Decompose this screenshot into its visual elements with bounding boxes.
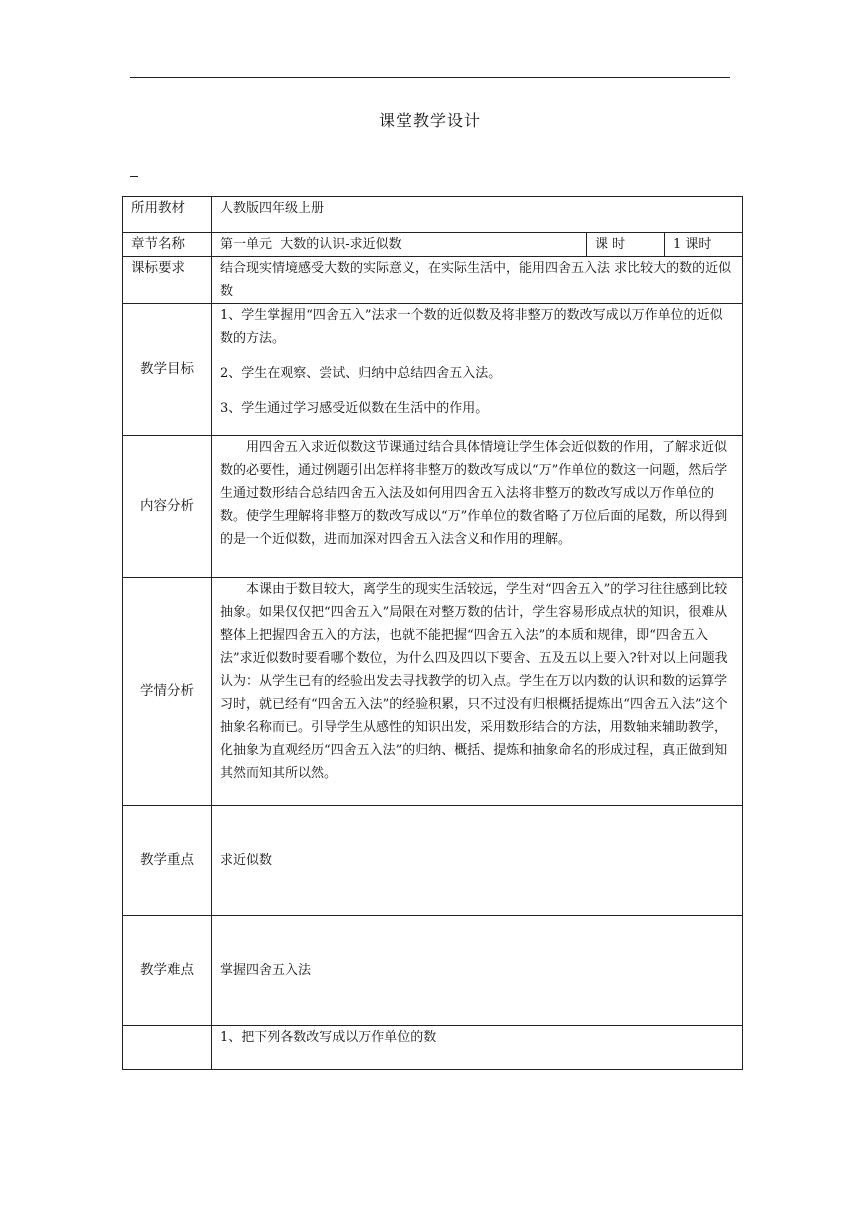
label-content: 内容分析	[123, 436, 212, 578]
row-students	[123, 578, 743, 806]
value-content	[212, 436, 743, 578]
value-textbook: 人教版四年级上册	[212, 197, 743, 233]
label-key-point: 教学重点	[123, 806, 212, 916]
label-standard: 课标要求	[123, 257, 212, 304]
content-paragraph: 用四舍五入求近似数这节课通过结合具体情境让学生体会近似数的作用，了解求近似数的必要性，通过例题引出怎样将非整万的数改写成以“万”作单位的数这一问题，然后学生通过数形结合总结四舍五入法及如何用四舍五入法将非整万的数改写成以万作单位的数。使学生理解将非整万的数改写成以“万”作单位的数省略了万位后面的尾数，所以得到的是一个近似数，进而加深对四舍五入法含义和作用的理解。	[220, 440, 728, 547]
label-exercise	[123, 1026, 212, 1070]
lesson-plan-table	[122, 196, 743, 1070]
label-goals: 教学目标	[123, 304, 212, 436]
value-students	[212, 578, 743, 806]
row-goals	[123, 304, 743, 436]
row-difficulty	[123, 916, 743, 1026]
value-goals	[212, 304, 743, 436]
header-rule	[130, 77, 730, 78]
label-hours: 课 时	[587, 233, 665, 257]
row-textbook	[123, 197, 743, 233]
document-title: 课堂教学设计	[378, 111, 481, 130]
value-difficulty: 掌握四舍五入法	[212, 916, 743, 1026]
label-chapter: 章节名称	[123, 233, 212, 257]
value-standard: 结合现实情境感受大数的实际意义，在实际生活中，能用四舍五入法 求比较大的数的近似数	[212, 257, 743, 304]
goal-item: 3、学生通过学习感受近似数在生活中的作用。	[220, 401, 489, 416]
goal-item: 1、学生掌握用“四舍五入”法求一个数的近似数及将非整万的数改写成以万作单位的近似数的方法。	[220, 308, 723, 346]
goal-item: 2、学生在观察、尝试、归纳中总结四舍五入法。	[220, 366, 502, 381]
row-standard	[123, 257, 743, 304]
label-students: 学情分析	[123, 578, 212, 806]
value-exercise: 1、把下列各数改写成以万作单位的数	[212, 1026, 743, 1070]
students-paragraph: 本课由于数目较大，离学生的现实生活较远，学生对“四舍五入”的学习往往感到比较抽象。如果仅仅把“四舍五入”局限在对整万数的估计，学生容易形成点状的知识，很难从整体上把握四舍五入的方法，也就不能把握“四舍五入法”的本质和规律，即“四舍五入法”求近似数时要看哪个数位，为什么四及四以下要舍、五及五以上要入?针对以上问题我认为：从学生已有的经验出发去寻找教学的切入点。学生在万以内数的认识和数的运算学习时，就已经有“四舍五入法”的经验积累，只不过没有归根概括提炼出“四舍五入法”这个抽象名称而已。引导学生从感性的知识出发，采用数形结合的方法，用数轴来辅助教学，化抽象为直观经历“四舍五入法”的归纳、概括、提炼和抽象命名的形成过程，真正做到知其然而知其所以然。	[220, 582, 728, 781]
value-hours: 1 课时	[665, 233, 743, 257]
short-dash	[130, 176, 138, 177]
label-difficulty: 教学难点	[123, 916, 212, 1026]
row-chapter	[123, 233, 743, 257]
row-content	[123, 436, 743, 578]
label-textbook: 所用教材	[123, 197, 212, 233]
row-key-point	[123, 806, 743, 916]
value-key-point: 求近似数	[212, 806, 743, 916]
value-chapter: 第一单元 大数的认识-求近似数	[212, 233, 587, 257]
row-exercise	[123, 1026, 743, 1070]
